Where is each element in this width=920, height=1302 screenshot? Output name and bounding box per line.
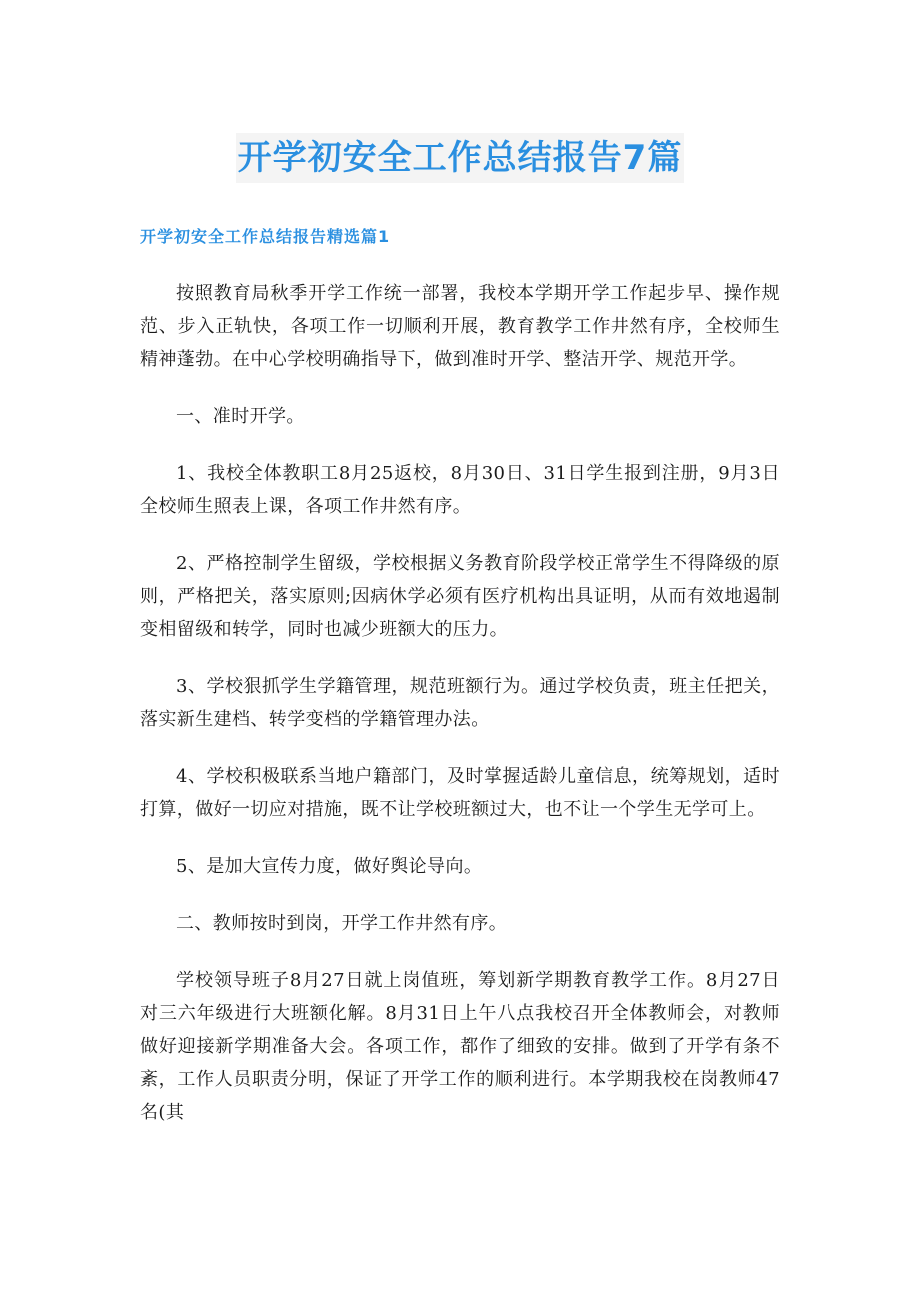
- paragraph-intro: 按照教育局秋季开学工作统一部署，我校本学期开学工作起步早、操作规范、步入正轨快，各项工作一切顺利开展，教育教学工作井然有序，全校师生精神蓬勃。在中心学校明确指导下，做到准时开学、整洁开学、规范开学。: [140, 283, 780, 370]
- document-body: [140, 277, 780, 1153]
- paragraph-heading-1: 一、准时开学。: [176, 406, 305, 427]
- title-wrapper: [0, 133, 920, 183]
- paragraph-body: 学校领导班子8月27日就上岗值班，筹划新学期教育教学工作。8月27日对三六年级进行大班额化解。8月31日上午八点我校召开全体教师会，对教师做好迎接新学期准备大会。各项工作，都作了细致的安排。做到了开学有条不紊，工作人员职责分明，保证了开学工作的顺利进行。本学期我校在岗教师47名(其: [140, 970, 780, 1123]
- paragraph-item-5: 5、是加大宣传力度，做好舆论导向。: [176, 856, 483, 877]
- paragraph-item-3: 3、学校狠抓学生学籍管理，规范班额行为。通过学校负责，班主任把关，落实新生建档、转学变档的学籍管理办法。: [140, 676, 780, 730]
- paragraph-heading-2: 二、教师按时到岗，开学工作井然有序。: [176, 913, 508, 934]
- paragraph-item-2: 2、严格控制学生留级，学校根据义务教育阶段学校正常学生不得降级的原则，严格把关，落实原则;因病休学必须有医疗机构出具证明，从而有效地遏制变相留级和转学，同时也减少班额大的压力。: [140, 553, 780, 640]
- paragraph-item-4: 4、学校积极联系当地户籍部门，及时掌握适龄儿童信息，统筹规划，适时打算，做好一切应对措施，既不让学校班额过大，也不让一个学生无学可上。: [140, 766, 780, 820]
- section-heading: 开学初安全工作总结报告精选篇1: [140, 227, 391, 246]
- paragraph-item-1: 1、我校全体教职工8月25返校，8月30日、31日学生报到注册，9月3日全校师生照表上课，各项工作井然有序。: [140, 463, 780, 517]
- document-title: 开学初安全工作总结报告7篇: [236, 133, 685, 183]
